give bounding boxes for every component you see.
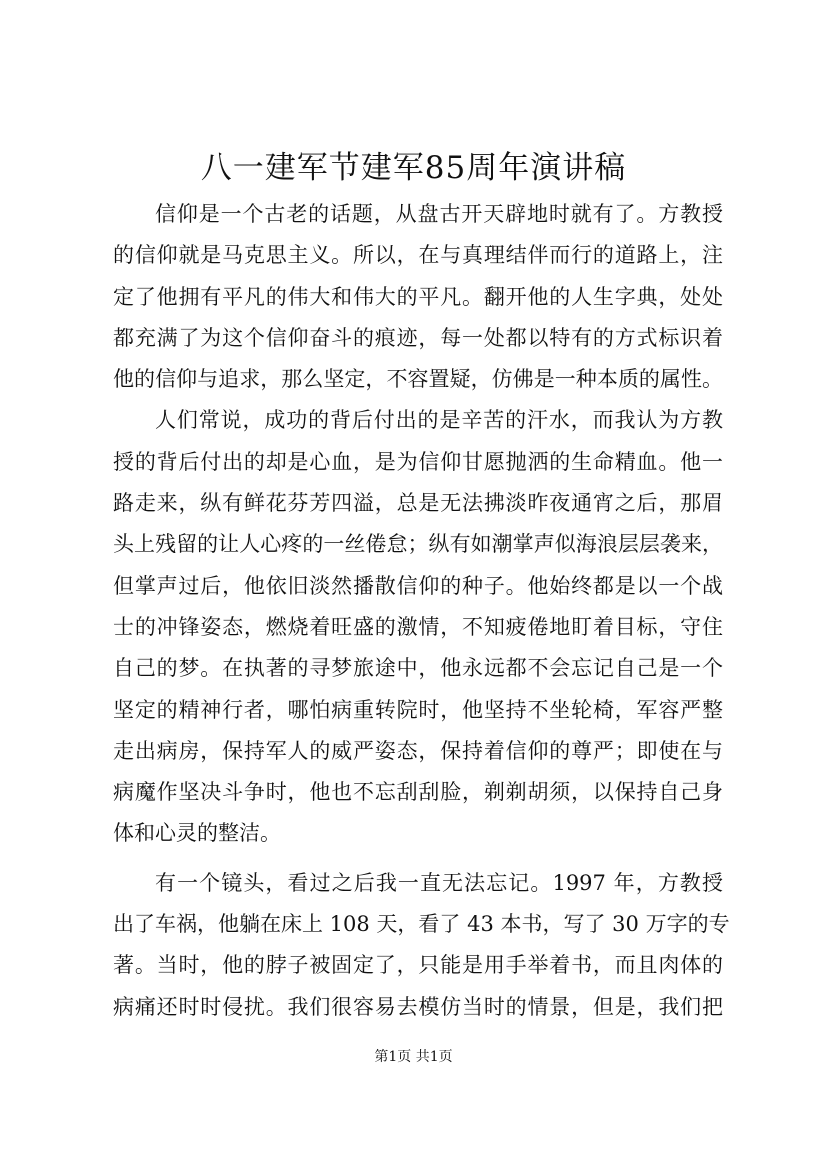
paragraph-3-line-1: 有一个镜头，看过之后我一直无法忘记。1997 年，方教授 (155, 870, 723, 895)
document-body (113, 194, 730, 1028)
paragraph-1-line-3: 定了他拥有平凡的伟大和伟大的平凡。翻开他的人生字典，处处 (113, 284, 723, 309)
paragraph-2-line-11: 体和心灵的整洁。 (113, 821, 281, 846)
paragraph-2-line-7: 自己的梦。在执著的寻梦旅途中，他永远都不会忘记自己是一个 (113, 656, 723, 681)
paragraph-2-line-3: 路走来，纵有鲜花芬芳四溢，总是无法拂淡昨夜通宵之后，那眉 (113, 491, 723, 516)
document-title: 八一建军节建军85周年演讲稿 (200, 150, 627, 186)
paragraph-2-line-6: 士的冲锋姿态，燃烧着旺盛的激情，不知疲倦地盯着目标，守住 (113, 614, 723, 639)
paragraph-3-line-3: 著。当时，他的脖子被固定了，只能是用手举着书，而且肉体的 (113, 953, 723, 978)
paragraph-2-line-1: 人们常说，成功的背后付出的是辛苦的汗水，而我认为方教 (155, 408, 723, 433)
paragraph-2-line-10: 病魔作坚决斗争时，他也不忘刮刮脸，剃剃胡须，以保持自己身 (113, 780, 723, 805)
paragraph-1-line-2: 的信仰就是马克思主义。所以，在与真理结伴而行的道路上，注 (113, 243, 723, 268)
paragraph-spacer (113, 855, 723, 863)
paragraph-2-line-4: 头上残留的让人心疼的一丝倦怠；纵有如潮掌声似海浪层层袭来， (113, 532, 723, 557)
paragraph-1-line-4: 都充满了为这个信仰奋斗的痕迹，每一处都以特有的方式标识着 (113, 325, 723, 350)
paragraph-2-line-9: 走出病房，保持军人的威严姿态，保持着信仰的尊严；即使在与 (113, 738, 723, 763)
paragraph-3-line-4: 病痛还时时侵扰。我们很容易去模仿当时的情景，但是，我们把 (113, 994, 723, 1019)
paragraph-2-line-8: 坚定的精神行者，哪怕病重转院时，他坚持不坐轮椅，军容严整 (113, 697, 723, 722)
paragraph-1-line-5: 他的信仰与追求，那么坚定，不容置疑，仿佛是一种本质的属性。 (113, 367, 723, 392)
paragraph-3-line-2: 出了车祸，他躺在床上 108 天，看了 43 本书，写了 30 万字的专 (113, 912, 730, 937)
page-footer: 第1页 共1页 (374, 1049, 453, 1065)
paragraph-2-line-2: 授的背后付出的却是心血，是为信仰甘愿抛洒的生命精血。他一 (113, 449, 723, 474)
paragraph-2-line-5: 但掌声过后，他依旧淡然播散信仰的种子。他始终都是以一个战 (113, 573, 723, 598)
paragraph-1-line-1: 信仰是一个古老的话题，从盘古开天辟地时就有了。方教授 (155, 202, 723, 226)
